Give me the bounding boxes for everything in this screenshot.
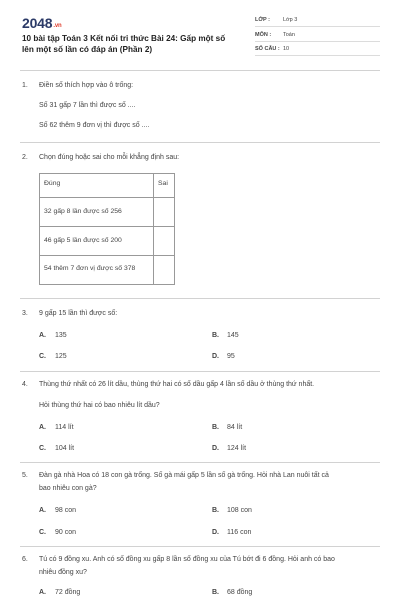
table-divider (40, 255, 174, 256)
option-a[interactable]: 135 (55, 332, 67, 339)
option-c[interactable]: 104 lít (55, 445, 75, 452)
question-separator (20, 546, 380, 547)
question-text: Thùng thứ nhất có 26 lít dầu, thùng thứ hai có số dầu gấp 4 lần số dầu ở thùng thứ nhất. (39, 381, 315, 388)
question-number: 3. (22, 310, 28, 317)
mon-value: Toán (283, 32, 295, 38)
option-d[interactable]: 116 con (227, 529, 252, 536)
option-a[interactable]: 72 đồng (55, 589, 81, 596)
option-c[interactable]: 90 con (55, 529, 77, 536)
question-number: 5. (22, 472, 28, 479)
question-separator (20, 462, 380, 463)
question-text: Tú có 9 đồng xu. Anh có số đồng xu gấp 8 lần số đồng xu của Tú bớt đi 6 đồng. Hỏi anh có bao (39, 556, 335, 563)
option-d[interactable]: 95 (227, 353, 235, 360)
meta-divider (255, 55, 380, 56)
socau-value: 10 (283, 46, 290, 52)
option-letter: D. (212, 529, 219, 536)
option-letter: D. (212, 445, 219, 452)
question-separator (20, 142, 380, 143)
option-letter: C. (39, 529, 46, 536)
question-text: 9 gấp 15 lần thì được số: (39, 310, 118, 317)
question-number: 2. (22, 154, 28, 161)
socau-label: SỐ CÂU : (255, 46, 280, 52)
meta-divider (255, 26, 380, 27)
logo-suffix: .vn (53, 23, 62, 29)
option-a[interactable]: 114 lít (55, 424, 74, 431)
worksheet-title: 10 bài tập Toán 3 Kết nối tri thức Bài 24: Gấp một số lên một số lần có đáp án (Phần 2) (22, 34, 226, 54)
option-b[interactable]: 108 con (227, 507, 252, 514)
option-letter: D. (212, 353, 219, 360)
option-letter: A. (39, 589, 46, 596)
option-b[interactable]: 145 (227, 332, 239, 339)
question-number: 4. (22, 381, 28, 388)
option-letter: B. (212, 507, 219, 514)
option-b[interactable]: 84 lít (227, 424, 243, 431)
question-number: 1. (22, 82, 28, 89)
question-text: Đàn gà nhà Hoa có 18 con gà trống. Số gà mái gấp 5 lần số gà trống. Hỏi nhà Lan nuôi tất cả (39, 472, 329, 479)
option-letter: C. (39, 353, 46, 360)
header-separator (20, 70, 380, 71)
option-d[interactable]: 124 lít (227, 445, 247, 452)
table-divider (153, 174, 154, 284)
table-row: 32 gấp 8 lần được số 256 (44, 208, 122, 215)
table-row: 54 thêm 7 đơn vị được số 378 (44, 265, 136, 272)
question-line: Số 31 gấp 7 lần thì được số .... (39, 102, 136, 109)
site-logo[interactable] (22, 15, 61, 31)
option-c[interactable]: 125 (55, 353, 67, 360)
question-text-continued: nhiêu đồng xu? (39, 569, 87, 576)
lop-label: LỚP : (255, 17, 270, 23)
table-row: 46 gấp 5 lần được số 200 (44, 237, 122, 244)
question-text: Điền số thích hợp vào ô trống: (39, 82, 134, 89)
option-a[interactable]: 98 con (55, 507, 77, 514)
question-line: Số 62 thêm 9 đơn vị thì được số .... (39, 122, 150, 129)
question-text: Chọn đúng hoặc sai cho mỗi khẳng định sau: (39, 154, 180, 161)
option-letter: C. (39, 445, 46, 452)
option-letter: B. (212, 332, 219, 339)
question-text-continued: Hỏi thùng thứ hai có bao nhiêu lít dầu? (39, 402, 160, 409)
logo-main-text: 2048 (22, 15, 53, 31)
option-letter: A. (39, 507, 46, 514)
question-separator (20, 371, 380, 372)
mon-label: MÔN : (255, 32, 272, 38)
table-header-dung: Đúng (44, 180, 61, 187)
question-number: 6. (22, 556, 28, 563)
option-b[interactable]: 68 đồng (227, 589, 253, 596)
option-letter: B. (212, 589, 219, 596)
option-letter: A. (39, 332, 46, 339)
question-text-continued: bao nhiêu con gà? (39, 485, 97, 492)
meta-divider (255, 41, 380, 42)
option-letter: A. (39, 424, 46, 431)
option-letter: B. (212, 424, 219, 431)
question-separator (20, 298, 380, 299)
table-divider (40, 226, 174, 227)
table-divider (40, 197, 174, 198)
table-header-sai: Sai (158, 180, 168, 187)
true-false-table (39, 173, 175, 285)
lop-value: Lớp 3 (283, 17, 298, 23)
